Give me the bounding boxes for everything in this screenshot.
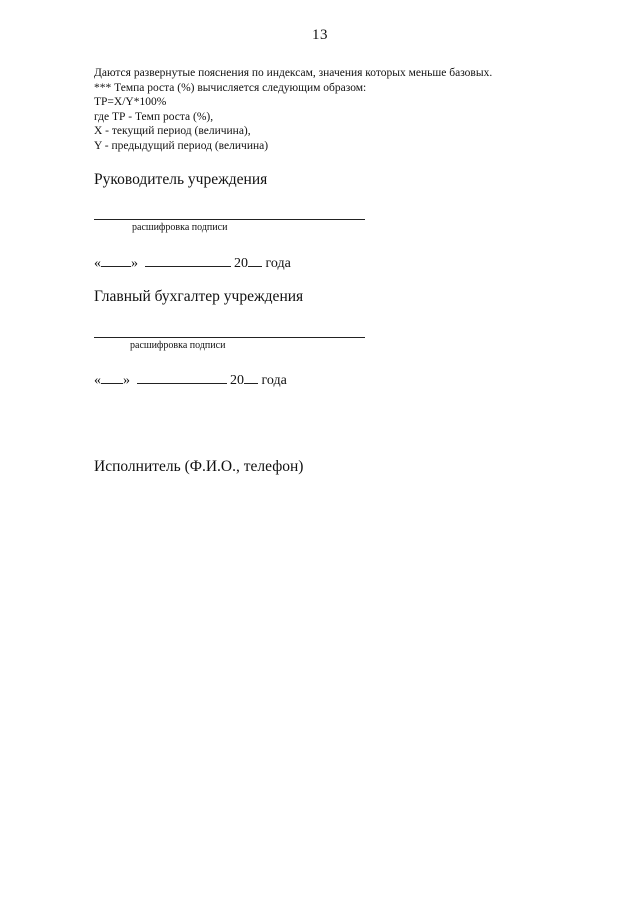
day-blank xyxy=(101,371,123,384)
page-number: 13 xyxy=(312,27,328,43)
note-line: Y - предыдущий период (величина) xyxy=(94,139,269,152)
month-blank xyxy=(145,254,231,267)
open-quote: « xyxy=(94,373,101,388)
month-blank xyxy=(137,371,227,384)
year-prefix: 20 xyxy=(234,256,248,271)
head-signature-caption: расшифровка подписи xyxy=(132,222,228,233)
note-line: где ТР - Темп роста (%), xyxy=(94,110,214,123)
accountant-date-line xyxy=(94,371,287,389)
day-blank xyxy=(101,254,131,267)
year-blank xyxy=(248,254,262,267)
head-title: Руководитель учреждения xyxy=(94,171,268,188)
head-date-line xyxy=(94,254,291,272)
executor-label: Исполнитель (Ф.И.О., телефон) xyxy=(94,458,304,475)
note-line: ТР=X/Y*100% xyxy=(94,96,167,109)
accountant-signature-line xyxy=(94,337,365,338)
accountant-signature-caption: расшифровка подписи xyxy=(130,340,226,351)
notes-block xyxy=(94,66,492,154)
note-line: Даются развернутые пояснения по индексам, значения которых меньше базовых. xyxy=(94,67,493,79)
year-suffix: года xyxy=(261,373,287,388)
year-blank xyxy=(244,371,258,384)
head-signature-line xyxy=(94,219,365,220)
note-line: X - текущий период (величина), xyxy=(94,125,251,138)
close-quote: » xyxy=(123,373,130,388)
year-prefix: 20 xyxy=(230,373,244,388)
close-quote: » xyxy=(131,256,138,271)
open-quote: « xyxy=(94,256,101,271)
note-line: *** Темпа роста (%) вычисляется следующим образом: xyxy=(94,81,367,94)
year-suffix: года xyxy=(265,256,291,271)
accountant-title: Главный бухгалтер учреждения xyxy=(94,288,304,305)
